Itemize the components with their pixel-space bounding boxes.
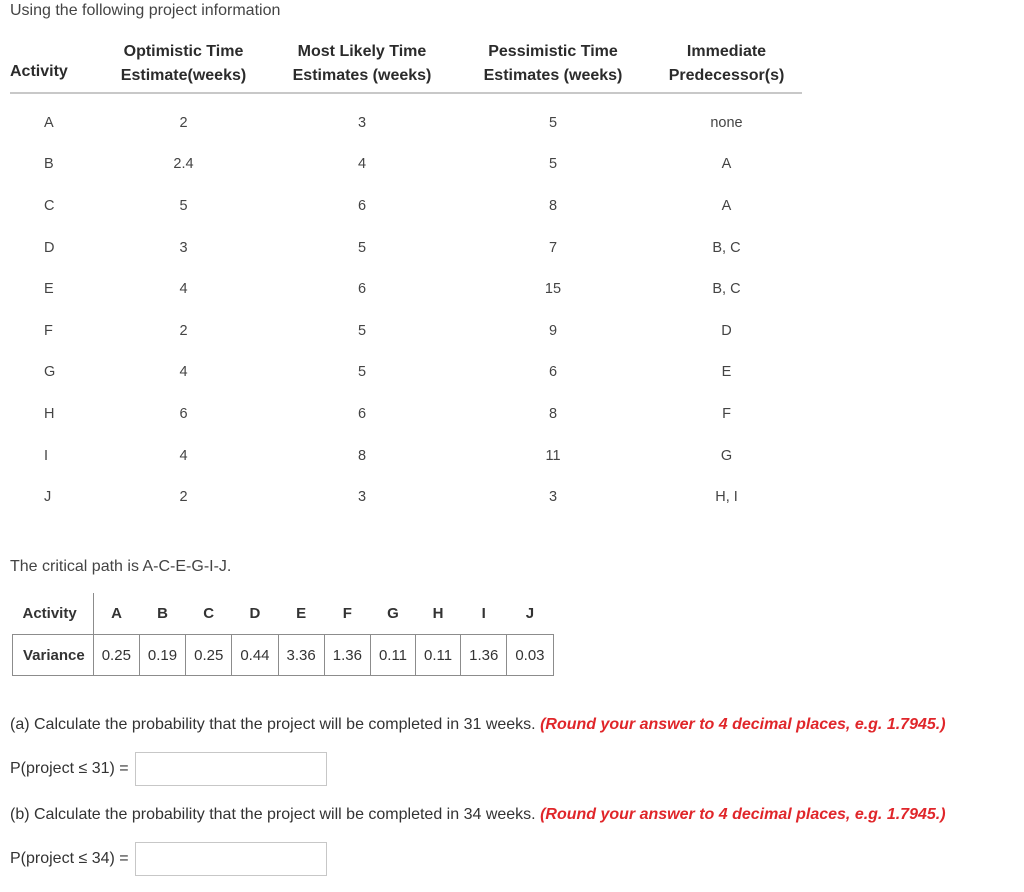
question-b-text: (b) Calculate the probability that the project will be completed in 34 weeks.: [10, 806, 536, 823]
header-predecessors-line2: Predecessor(s): [668, 67, 785, 84]
cell-optimistic: 3: [179, 239, 188, 256]
cell-most-likely: 3: [357, 489, 367, 506]
variance-value: 3.36: [278, 635, 324, 676]
header-most-likely: [269, 34, 455, 93]
cell-pessimistic: 15: [544, 281, 562, 298]
question-a-note: (Round your answer to 4 decimal places, e.g. 1.7945.): [540, 716, 946, 733]
cell-predecessors: G: [720, 447, 733, 464]
variance-value-row: [13, 635, 554, 676]
answer-b-row: [10, 842, 327, 876]
header-most-likely-line1: Most Likely Time: [297, 43, 427, 60]
variance-activity: H: [416, 593, 461, 635]
cell-most-likely: 5: [357, 322, 367, 339]
header-optimistic: [98, 34, 269, 93]
cell-optimistic: 4: [179, 364, 188, 381]
header-pessimistic: [455, 34, 651, 93]
cell-activity: C: [44, 197, 55, 214]
question-b: [10, 806, 946, 824]
cell-pessimistic: 3: [548, 489, 558, 506]
header-pessimistic-line1: Pessimistic Time: [488, 43, 618, 60]
answer-b-label: P(project ≤ 34) =: [10, 850, 129, 867]
variance-activity-label: Activity: [13, 593, 94, 635]
header-pessimistic-line2: Estimates (weeks): [483, 67, 623, 84]
table-row: [10, 352, 802, 394]
table-row: [10, 393, 802, 435]
variance-value: 0.11: [370, 635, 415, 676]
cell-activity: D: [44, 239, 55, 256]
cell-optimistic: 2: [179, 489, 188, 506]
cell-pessimistic: 9: [548, 322, 558, 339]
cell-activity: B: [44, 156, 54, 173]
variance-activity: A: [93, 593, 139, 635]
cell-pessimistic: 5: [548, 156, 558, 173]
table-row: [10, 144, 802, 186]
cell-pessimistic: 6: [548, 364, 558, 381]
variance-activity: I: [461, 593, 507, 635]
variance-value: 0.11: [416, 635, 461, 676]
cell-optimistic: 4: [179, 447, 188, 464]
question-a: [10, 716, 946, 734]
header-most-likely-line2: Estimates (weeks): [292, 67, 432, 84]
table-header-row: [10, 34, 802, 93]
table-row: [10, 227, 802, 269]
cell-pessimistic: 7: [548, 239, 558, 256]
variance-table: [12, 593, 554, 676]
cell-activity: A: [44, 114, 54, 131]
project-info-table: [10, 34, 802, 518]
cell-most-likely: 3: [357, 114, 367, 131]
variance-activity: G: [370, 593, 415, 635]
variance-value: 0.25: [93, 635, 139, 676]
cell-pessimistic: 8: [548, 197, 558, 214]
cell-predecessors: none: [710, 114, 743, 131]
header-optimistic-line2: Estimate(weeks): [120, 67, 247, 84]
variance-activity-row: [13, 593, 554, 635]
header-optimistic-line1: Optimistic Time: [123, 43, 244, 60]
answer-a-row: [10, 752, 327, 786]
cell-predecessors: A: [721, 197, 732, 214]
table-row: [10, 476, 802, 518]
answer-b-input[interactable]: [135, 842, 327, 876]
variance-value: 1.36: [324, 635, 370, 676]
cell-most-likely: 5: [357, 239, 367, 256]
cell-most-likely: 6: [357, 405, 367, 422]
table-row: [10, 310, 802, 352]
answer-a-input[interactable]: [135, 752, 327, 786]
cell-predecessors: A: [721, 156, 732, 173]
cell-most-likely: 6: [357, 197, 367, 214]
variance-label: Variance: [13, 635, 94, 676]
cell-predecessors: D: [721, 322, 732, 339]
critical-path-text: The critical path is A-C-E-G-I-J.: [10, 558, 232, 575]
table-row: [10, 185, 802, 227]
cell-most-likely: 8: [357, 447, 367, 464]
cell-most-likely: 5: [357, 364, 367, 381]
table-row: [10, 268, 802, 310]
table-row: [10, 93, 802, 144]
cell-predecessors: H, I: [715, 489, 738, 506]
cell-optimistic: 2: [179, 114, 188, 131]
table-row: [10, 435, 802, 477]
variance-activity: F: [324, 593, 370, 635]
intro-text: Using the following project information: [10, 2, 281, 19]
cell-most-likely: 4: [357, 156, 367, 173]
cell-pessimistic: 8: [548, 405, 558, 422]
variance-activity: E: [278, 593, 324, 635]
cell-predecessors: E: [721, 364, 732, 381]
cell-activity: J: [44, 489, 52, 506]
cell-activity: E: [44, 281, 54, 298]
cell-optimistic: 2.4: [173, 156, 194, 173]
cell-activity: F: [44, 322, 53, 339]
cell-optimistic: 4: [179, 281, 188, 298]
variance-activity: C: [186, 593, 232, 635]
cell-predecessors: B, C: [712, 281, 741, 298]
question-a-text: (a) Calculate the probability that the project will be completed in 31 weeks.: [10, 716, 536, 733]
cell-most-likely: 6: [357, 281, 367, 298]
cell-pessimistic: 5: [548, 114, 558, 131]
cell-predecessors: F: [722, 405, 731, 422]
variance-value: 1.36: [461, 635, 507, 676]
variance-activity: D: [232, 593, 278, 635]
question-b-note: (Round your answer to 4 decimal places, e.g. 1.7945.): [540, 806, 946, 823]
cell-predecessors: B, C: [712, 239, 741, 256]
variance-value: 0.44: [232, 635, 278, 676]
variance-value: 0.03: [507, 635, 553, 676]
cell-optimistic: 6: [179, 405, 188, 422]
cell-pessimistic: 11: [545, 447, 561, 464]
cell-activity: G: [44, 364, 56, 381]
cell-activity: H: [44, 405, 55, 422]
cell-activity: I: [44, 447, 49, 464]
cell-optimistic: 5: [179, 197, 188, 214]
variance-activity: J: [507, 593, 553, 635]
cell-optimistic: 2: [179, 322, 188, 339]
header-activity: Activity: [10, 34, 98, 93]
answer-a-label: P(project ≤ 31) =: [10, 760, 129, 777]
variance-value: 0.25: [186, 635, 232, 676]
variance-value: 0.19: [139, 635, 185, 676]
variance-activity: B: [139, 593, 185, 635]
header-predecessors-line1: Immediate: [686, 43, 767, 60]
header-predecessors: [651, 34, 802, 93]
